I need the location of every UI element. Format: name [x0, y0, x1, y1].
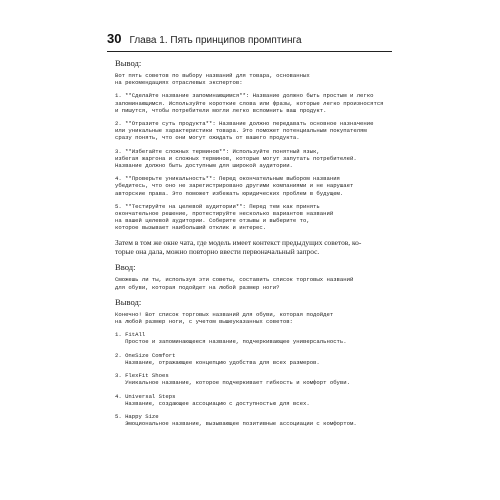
code-line: избегая жаргона и сложных терминов, которые могут запутать потребителей.: [115, 154, 357, 162]
code-line: 2. **Отразите суть продукта**: Название должно передавать основное назначение: [115, 120, 374, 128]
code-line: на любой размер ноги, с учетом вышеуказанных советов:: [115, 318, 293, 326]
section-label: Вывод:: [115, 296, 142, 307]
code-line: Сможешь ли ты, используя эти советы, составить список торговых названий: [115, 276, 354, 284]
code-block: [115, 393, 390, 407]
code-line: сразу понять, что они могут ожидать от вашего продукта.: [115, 134, 300, 142]
code-line: Название, создающее ассоциацию с доступностью для всех.: [115, 399, 310, 407]
code-line: или уникальные характеристики товара. Это поможет потенциальным покупателям: [115, 127, 367, 135]
code-block: [115, 203, 390, 232]
code-line: 2. OneSize Comfort: [115, 351, 176, 359]
code-block: [115, 331, 390, 345]
code-line: убедитесь, что оно не зарегистрировано другими компаниями и не нарушает: [115, 182, 354, 190]
code-line: 5. Happy Size: [115, 412, 159, 420]
code-line: Простое и запоминающееся название, подчеркивающее универсальность.: [115, 338, 347, 346]
code-block: [115, 372, 390, 386]
code-block: [115, 413, 390, 427]
text-line: торые она дала, можно повторно ввести первоначальный запрос.: [115, 247, 320, 257]
body-paragraph: [115, 238, 390, 257]
code-line: 4. Universal Steps: [115, 392, 176, 400]
code-line: Эмоциональное название, вызывающее позитивные ассоциации с комфортом.: [115, 420, 357, 428]
code-block: [115, 120, 390, 142]
section-label: Вывод:: [115, 58, 142, 68]
code-line: для обуви, которая подойдет на любой размер ноги?: [115, 283, 280, 291]
page-content: [115, 58, 390, 427]
code-line: Название, отражающее концепцию удобства для всех размеров.: [115, 358, 320, 366]
code-line: 5. **Тестируйте на целевой аудитории**: Перед тем как принять: [115, 202, 320, 210]
page-number: 30: [107, 31, 122, 46]
code-line: 3. FlexFit Shoes: [115, 372, 169, 380]
header-rule: [107, 51, 392, 52]
code-block: [115, 352, 390, 366]
chapter-title: Глава 1. Пять принципов промптинга: [129, 35, 302, 46]
code-line: Вот пять советов по выбору названий для товара, основанных: [115, 72, 310, 79]
code-block: [115, 92, 390, 114]
code-line: которое вызывает наибольший отклик и интерес.: [115, 224, 267, 232]
code-line: 1. FitAll: [115, 331, 146, 339]
code-line: на рекомендациях отраслевых экспертов:: [115, 79, 243, 87]
code-line: и пишутся, чтобы потребители могли легко вспомнить ваш продукт.: [115, 106, 327, 114]
code-line: Название должно быть доступным для широкой аудитории.: [115, 162, 293, 170]
text-line: Затем в том же окне чата, где модель имеет контекст предыдущих советов, ко-: [115, 237, 362, 247]
running-header: [107, 31, 302, 49]
section-label: Ввод:: [115, 262, 136, 273]
code-line: 1. **Сделайте название запоминающимся**: Название должно быть простым и легко: [115, 92, 374, 100]
code-block: [115, 175, 390, 197]
code-block: [115, 276, 390, 290]
code-block: [115, 148, 390, 170]
code-line: на вашей целевой аудитории. Соберите отзывы и выберите то,: [115, 217, 310, 225]
code-block: [115, 311, 390, 325]
code-line: Уникальное название, которое подчеркивает гибкость и комфорт обуви.: [115, 379, 350, 387]
code-block: [115, 72, 390, 86]
code-line: Конечно! Вот список торговых названий для обуви, которая подойдет: [115, 310, 334, 318]
code-line: авторские права. Это поможет избежать юридических проблем в будущем.: [115, 189, 344, 197]
code-line: 3. **Избегайте сложных терминов**: Используйте понятный язык,: [115, 147, 320, 155]
code-line: 4. **Проверьте уникальность**: Перед окончательным выбором названия: [115, 175, 340, 183]
code-line: окончательное решение, протестируйте несколько вариантов названий: [115, 210, 334, 218]
code-line: запоминающимся. Используйте короткие слова или фразы, которые легко произносятся: [115, 99, 384, 107]
